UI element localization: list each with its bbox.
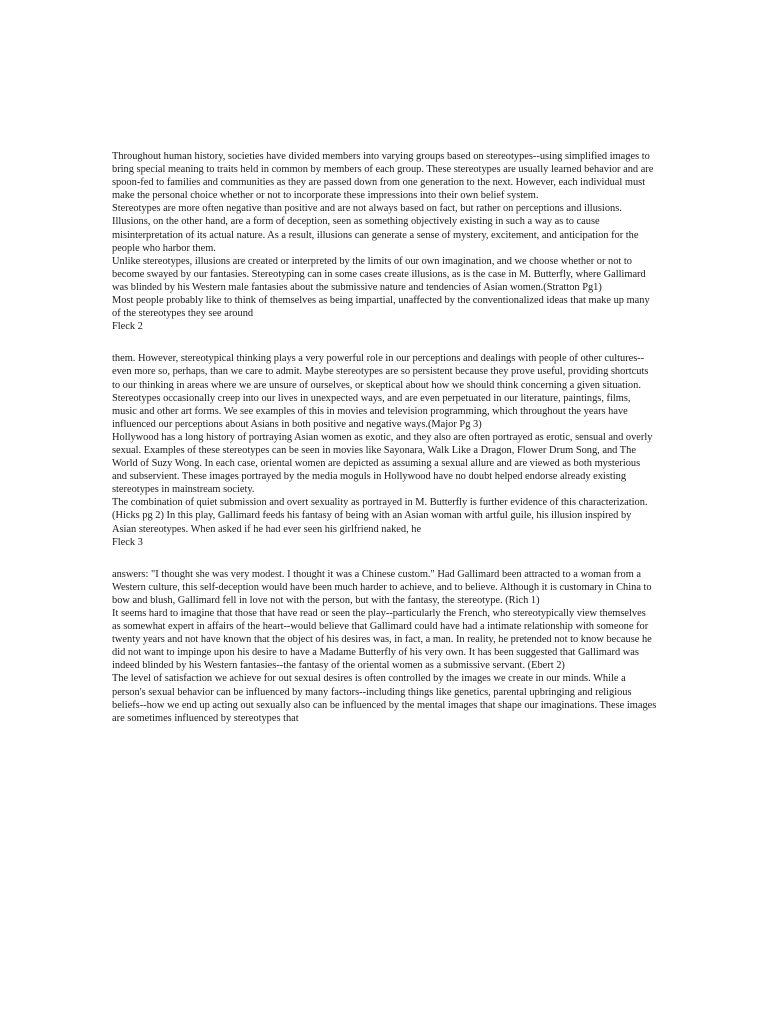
page-label-fleck-3: Fleck 3: [112, 536, 143, 548]
page-break-gap: [112, 549, 657, 568]
paragraph-2: Stereotypes are more often negative than positive and are not always based on fact, but rather on perceptions and illusions. Illusions, on the other hand, are a form of deception, seen as something objectively existing in such a way as to cause misinterpretation of its actual nature. As a result, illusions can generate a sense of mystery, excitement, and anticipation for the people who harbor them.: [112, 203, 639, 254]
paragraph-10: It seems hard to imagine that those that have read or seen the play--particularly the French, who stereotypically view themselves as somewhat expert in affairs of the heart--would believe that Gallimard could have had a intimate relationship with someone for twenty years and not have known that the object of his desires was, in fact, a man. In reality, he pretended not to know because he did not want to impinge upon his desire to have a Madame Butterfly of his very own. It has been suggested that Gallimard was indeed blinded by his Western fantasies--the fantasy of the oriental women as a submissive servant. (Ebert 2): [112, 608, 652, 672]
paragraph-11: The level of satisfaction we achieve for out sexual desires is often controlled by the images we create in our minds. While a person's sexual behavior can be influenced by many factors--including things like genetics, parental upbringing and religious beliefs--how we end up acting out sexually also can be influenced by the mental images that shape our imaginations. These images are sometimes influenced by stereotypes that: [112, 673, 657, 724]
paragraph-8: The combination of quiet submission and overt sexuality as portrayed in M. Butterfly is further evidence of this characterization. (Hicks pg 2) In this play, Gallimard feeds his fantasy of being with an Asian woman with artful guile, his illusion inspired by Asian stereotypes. When asked if he had ever seen his girlfriend naked, he: [112, 497, 648, 535]
essay-body: [112, 150, 657, 725]
page-label-fleck-2: Fleck 2: [112, 321, 143, 333]
paragraph-9: answers: "I thought she was very modest. I thought it was a Chinese custom." Had Gallimard been attracted to a woman from a Western culture, this self-deception would have been much harder to achieve, and to believe. Although it is customary in China to bow and blush, Gallimard fell in love not with the person, but with the fantasy, the stereotype. (Rich 1): [112, 568, 652, 606]
paragraph-1: Throughout human history, societies have divided members into varying groups based on stereotypes--using simplified images to bring special meaning to traits held in common by members of each group. These stereotypes are usually learned behavior and are spoon-fed to families and communities as they are passed down from one generation to the next. However, each individual must make the personal choice whether or not to incorporate these impressions into their own belief system.: [112, 151, 654, 202]
paragraph-6: Stereotypes occasionally creep into our lives in unexpected ways, and are even perpetuated in our literature, paintings, films, music and other art forms. We see examples of this in movies and television programming, which throughout the years have influenced our perceptions about Asians in both positive and negative ways.(Major Pg 3): [112, 392, 631, 430]
paragraph-5: them. However, stereotypical thinking plays a very powerful role in our perceptions and dealings with people of other cultures--even more so, perhaps, than we care to admit. Maybe stereotypes are so persistent because they prove useful, providing shortcuts to our thinking in areas where we are unsure of ourselves, or skeptical about how we should think concerning a given situation.: [112, 353, 649, 391]
paragraph-4: Most people probably like to think of themselves as being impartial, unaffected by the conventionalized ideas that make up many of the stereotypes they see around: [112, 295, 650, 320]
page-break-gap: [112, 333, 657, 352]
paragraph-7: Hollywood has a long history of portraying Asian women as exotic, and they also are often portrayed as erotic, sensual and overly sexual. Examples of these stereotypes can be seen in movies like Sayonara, Walk Like a Dragon, Flower Drum Song, and The World of Suzy Wong. In each case, oriental women are depicted as assuming a sexual allure and are viewed as both mysterious and subservient. These images portrayed by the media moguls in Hollywood have no doubt helped endorse already existing stereotypes in mainstream society.: [112, 431, 653, 496]
paragraph-3: Unlike stereotypes, illusions are created or interpreted by the limits of our own imagination, and we choose whether or not to become swayed by our fantasies. Stereotyping can in some cases create illusions, as is the case in M. Butterfly, where Gallimard was blinded by his Western male fantasies about the submissive nature and tendencies of Asian women.(Stratton Pg1): [112, 255, 646, 293]
